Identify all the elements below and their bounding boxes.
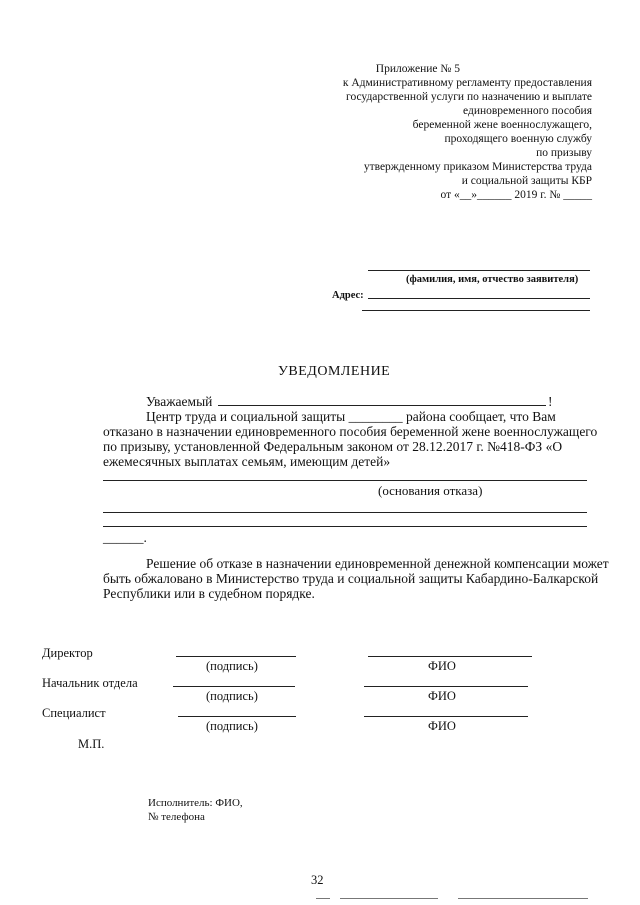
scan-mark: [316, 898, 330, 899]
stamp-place: М.П.: [78, 737, 105, 751]
appendix-line: к Административному регламенту предоставления: [342, 77, 592, 89]
appendix-line: утвержденному приказом Министерства труда: [363, 161, 592, 173]
notice-para1-line: отказано в назначении единовременного пособия беременной жене военнослужащего: [103, 424, 598, 439]
address-line-2: [362, 310, 590, 311]
role-department-head: Начальник отдела: [42, 676, 138, 690]
director-name-line: [368, 656, 532, 657]
notice-para2-line: Республики или в судебном порядке.: [103, 586, 315, 601]
scan-mark: [458, 898, 588, 899]
appendix-line: государственной услуги по назначению и выплате: [346, 91, 592, 103]
role-director: Директор: [42, 646, 93, 660]
greeting-name-line: [218, 405, 546, 406]
appendix-line: проходящего военную службу: [444, 133, 592, 145]
notice-para2-line: Решение об отказе в назначении единовременной денежной компенсации может: [146, 556, 609, 571]
appendix-date-line: от «__»______ 2019 г. № _____: [440, 189, 592, 201]
executor-phone: № телефона: [148, 811, 205, 823]
page-number: 32: [311, 873, 324, 887]
address-label: Адрес:: [332, 290, 364, 301]
specialist-sign-line: [178, 716, 296, 717]
specialist-sign-caption: (подпись): [206, 719, 258, 733]
executor-name: Исполнитель: ФИО,: [148, 797, 243, 809]
notice-para1-line: ежемесячных выплатах семьям, имеющим детей»: [103, 454, 391, 469]
director-name-caption: ФИО: [428, 659, 456, 673]
appendix-line: единовременного пособия: [463, 105, 592, 117]
reason-line-2: [103, 512, 587, 513]
notice-para1-line: по призыву, установленной Федеральным законом от 28.12.2017 г. №418-ФЗ «О: [103, 439, 563, 454]
applicant-name-caption: (фамилия, имя, отчество заявителя): [406, 274, 579, 285]
department-head-sign-caption: (подпись): [206, 689, 258, 703]
department-head-name-caption: ФИО: [428, 689, 456, 703]
greeting: Уважаемый: [146, 394, 213, 409]
specialist-name-line: [364, 716, 528, 717]
scan-mark: [340, 898, 438, 899]
notice-para1-line: Центр труда и социальной защиты ________ района сообщает, что Вам: [146, 409, 556, 424]
greeting-end: !: [548, 394, 553, 409]
department-head-name-line: [364, 686, 528, 687]
reason-end: ______.: [103, 530, 147, 545]
reason-line-1: [103, 480, 587, 481]
reason-caption: (основания отказа): [378, 483, 483, 498]
director-sign-line: [176, 656, 296, 657]
department-head-sign-line: [173, 686, 295, 687]
notice-title: УВЕДОМЛЕНИЕ: [278, 364, 391, 379]
appendix-line: и социальной защиты КБР: [461, 175, 592, 187]
appendix-line: по призыву: [536, 147, 592, 159]
role-specialist: Специалист: [42, 706, 106, 720]
address-line-1: [368, 298, 590, 299]
director-sign-caption: (подпись): [206, 659, 258, 673]
appendix-number: Приложение № 5: [375, 63, 460, 75]
appendix-line: беременной жене военнослужащего,: [412, 119, 592, 131]
reason-line-3: [103, 526, 587, 527]
applicant-name-line: [368, 270, 590, 271]
notice-para2-line: быть обжаловано в Министерство труда и социальной защиты Кабардино-Балкарской: [103, 571, 599, 586]
specialist-name-caption: ФИО: [428, 719, 456, 733]
